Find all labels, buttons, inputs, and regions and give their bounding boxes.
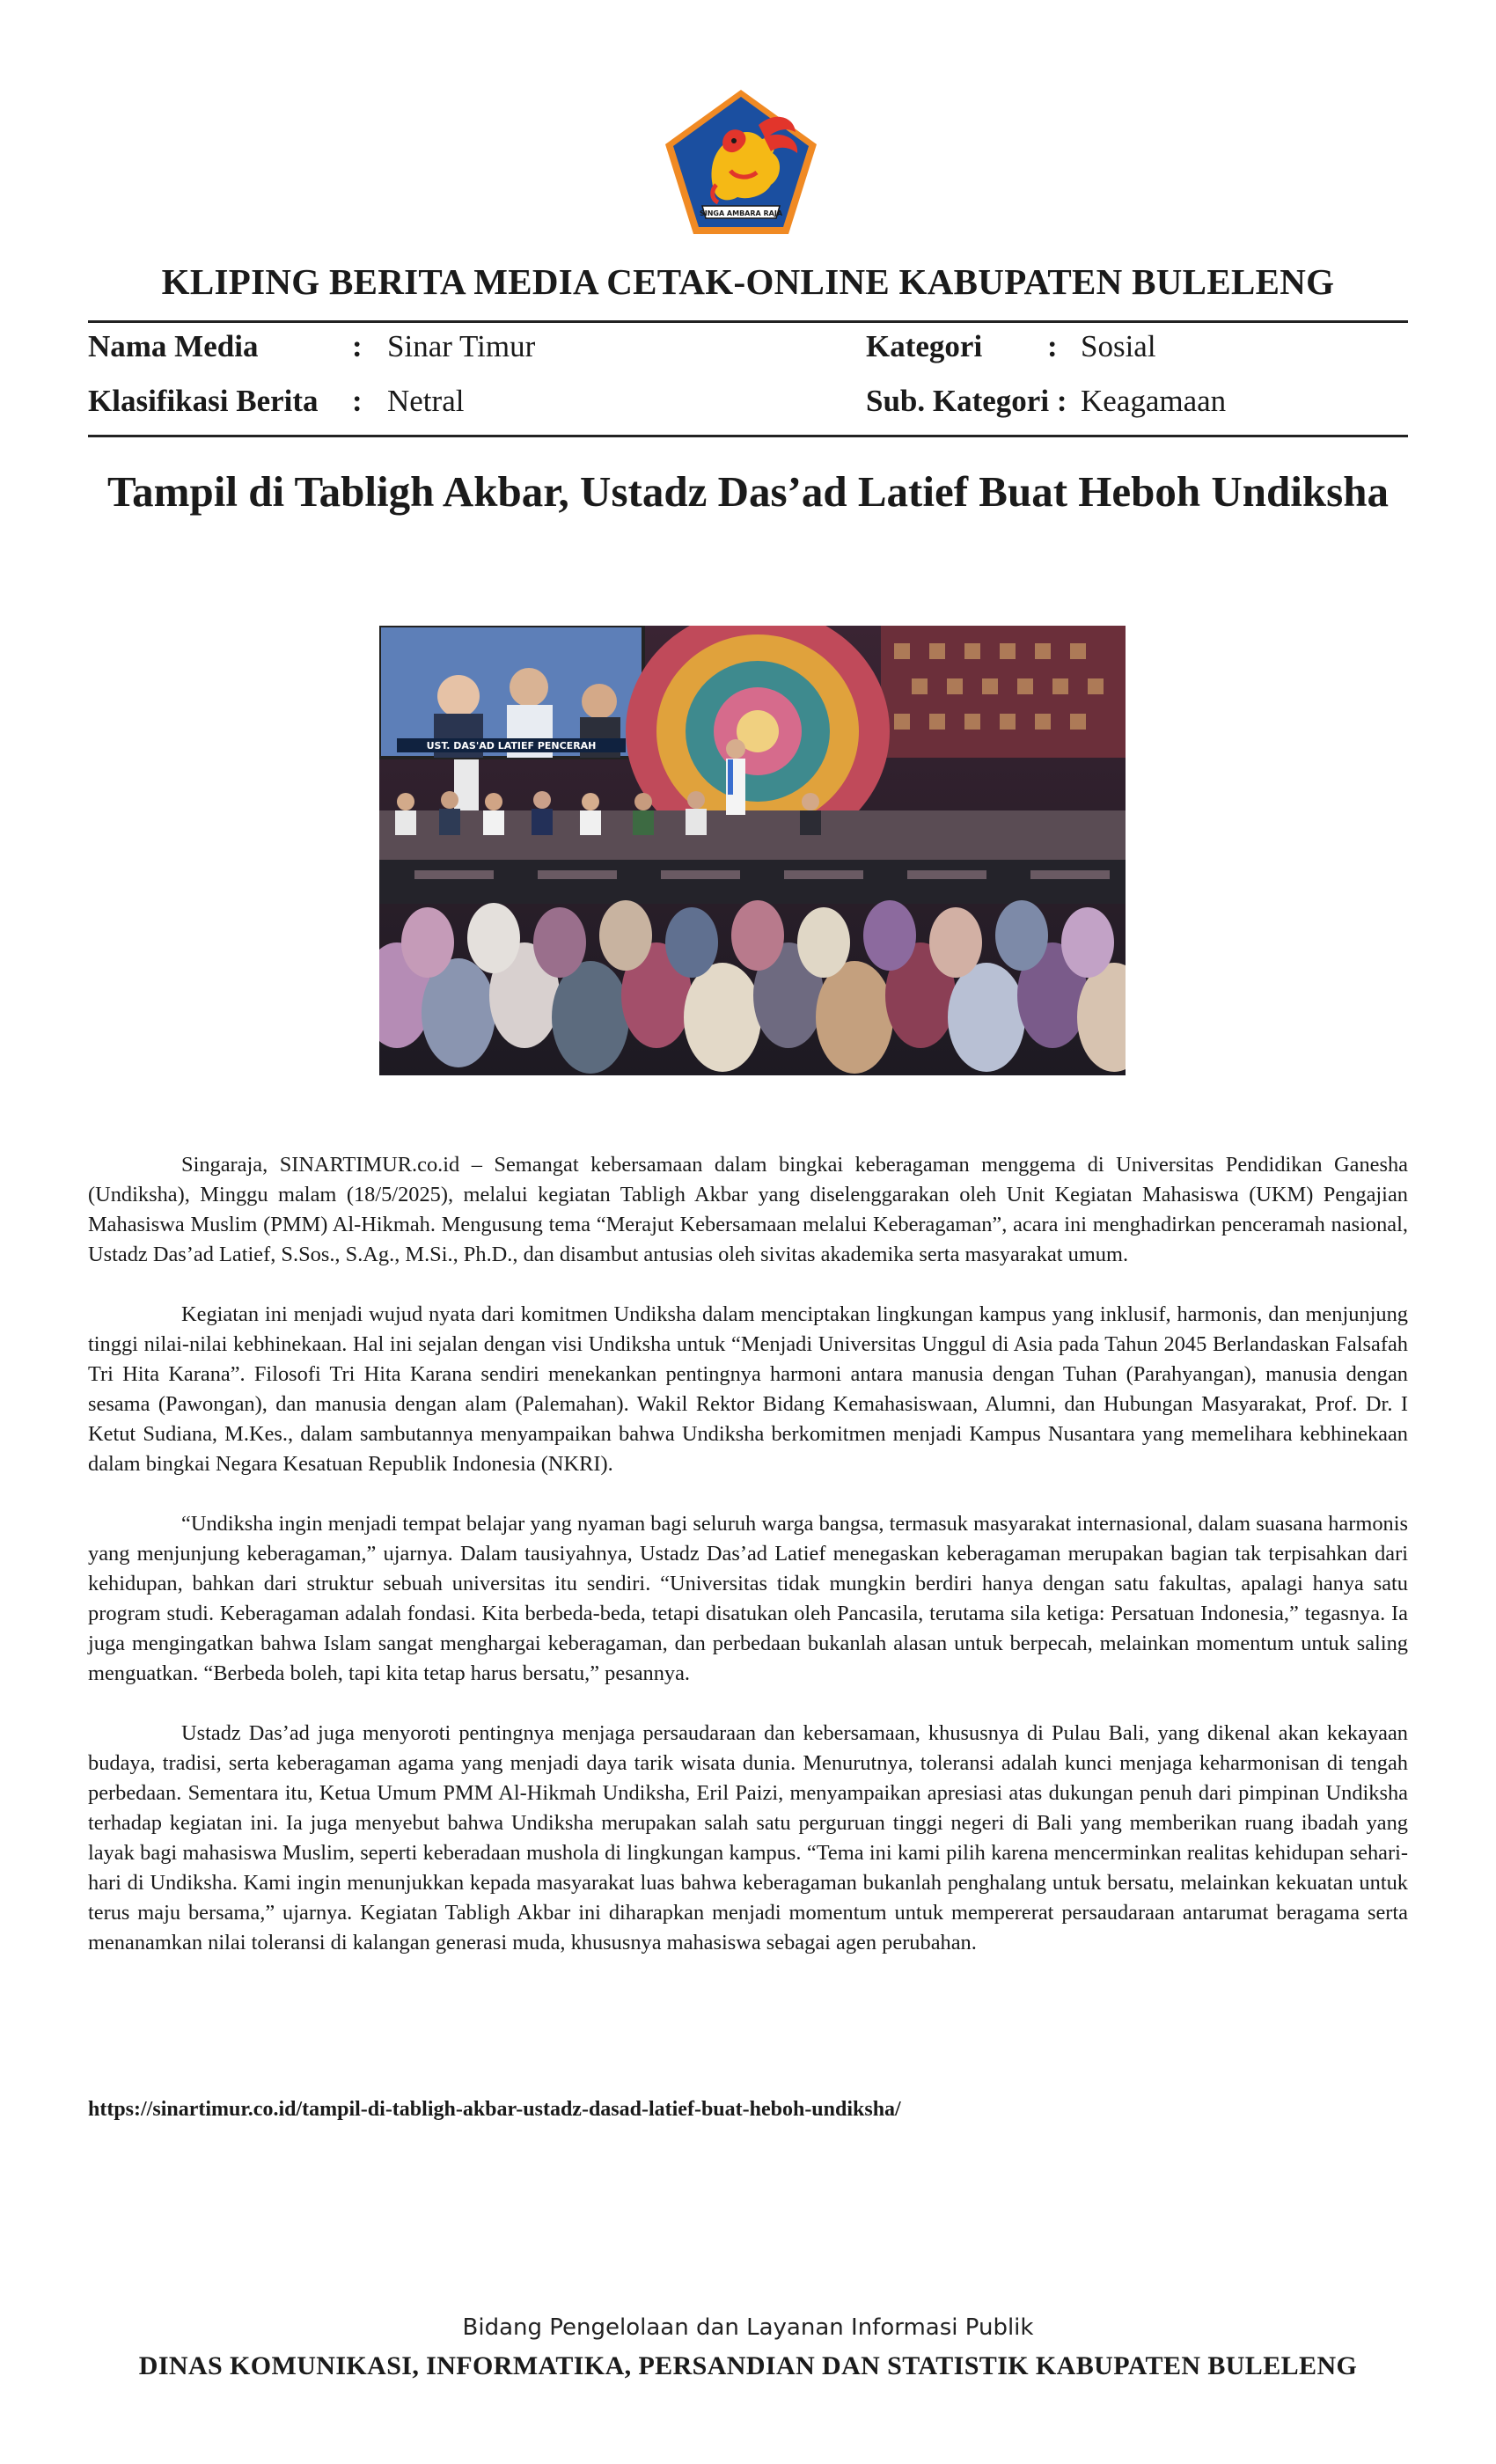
screen-banner-text: UST. DAS'AD LATIEF PENCERAH [426,740,597,752]
document-title: KLIPING BERITA MEDIA CETAK-ONLINE KABUPATEN BULELENG [161,261,1335,302]
header-divider-top [88,320,1408,323]
article-paragraph-4: Ustadz Das’ad juga menyoroti pentingnya menjaga persaudaraan dan kebersamaan, khususnya di Pulau Bali, yang dikenal akan kekayaan budaya, tradisi, serta keberagaman agama yang menjadi daya tarik wisata dunia. Menurutnya, toleransi adalah kunci menjaga keharmonisan di tengah perbedaan. Sementara itu, Ketua Umum PMM Al-Hikmah Undiksha, Eril Paizi, menyampaikan apresiasi atas dukungan penuh dari pimpinan Undiksha terhadap kegiatan ini. Ia juga menyebut bahwa Undiksha merupakan salah satu perguruan tinggi negeri di Bali yang memberikan ruang ibadah yang layak bagi mahasiswa Muslim, seperti keberadaan mushola di lingkungan kampus. “Tema ini kami pilih karena mencerminkan realitas kehidupan sehari-hari di Undiksha. Kami ingin menunjukkan kepada masyarakat luas bahwa keberagaman bukanlah penghalang untuk bersatu, melainkan kekuatan untuk terus maju bersama,” ujarnya. Kegiatan Tabligh Akbar ini diharapkan menjadi momentum untuk mempererat persaudaraan antarumat beragama serta menanamkan nilai toleransi di kalangan generasi muda, khususnya mahasiswa sebagai agen perubahan. [88,1721,1408,1954]
article-paragraph-3: “Undiksha ingin menjadi tempat belajar yang nyaman bagi seluruh warga bangsa, termasuk masyarakat internasional, dalam suasana harmonis yang menjunjung keberagaman,” ujarnya. Dalam tausiyahnya, Ustadz Das’ad Latief menegaskan keberagaman merupakan bagian tak terpisahkan dari kehidupan, bahkan dari struktur sebuah universitas itu sendiri. “Universitas tidak mungkin berdiri hanya dengan satu fakultas, apalagi hanya satu program studi. Keberagaman adalah fondasi. Kita berbeda-beda, tetapi disatukan oleh Pancasila, terutama sila ketiga: Persatuan Indonesia,” tegasnya. Ia juga mengingatkan bahwa Islam sangat menghargai keberagaman, dan perbedaan bukanlah alasan untuk berpecah, melainkan momentum untuk saling menguatkan. “Berbeda boleh, tapi kita tetap harus bersatu,” pesannya. [88,1512,1408,1685]
article-body [88,1150,1408,1988]
nama-media-value: Sinar Timur [387,329,536,363]
sub-kategori-value: Keagamaan [1081,384,1227,418]
klasifikasi-berita-colon: : [352,384,363,418]
kategori-colon: : [1047,329,1058,363]
footer-department: Bidang Pengelolaan dan Layanan Informasi Publik [462,2314,1034,2341]
nama-media-label: Nama Media [88,329,259,363]
logo-motto-text: SINGA AMBARA RAJA [699,209,783,217]
article-paragraph-1: Singaraja, SINARTIMUR.co.id – Semangat kebersamaan dalam bingkai keberagaman menggema di Universitas Pendidikan Ganesha (Undiksha), Minggu malam (18/5/2025), melalui kegiatan Tabligh Akbar yang diselenggarakan oleh Unit Kegiatan Mahasiswa (UKM) Pengajian Mahasiswa Muslim (PMM) Al-Hikmah. Mengusung tema “Merajut Kebersamaan melalui Keberagaman”, acara ini menghadirkan penceramah nasional, Ustadz Das’ad Latief, S.Sos., S.Ag., M.Si., Ph.D., dan disambut antusias oleh sivitas akademika serta masyarakat umum. [88,1153,1408,1266]
sub-kategori-label: Sub. Kategori : [866,384,1067,418]
footer-agency: DINAS KOMUNIKASI, INFORMATIKA, PERSANDIAN DAN STATISTIK KABUPATEN BULELENG [138,2351,1358,2380]
article-headline: Tampil di Tabligh Akbar, Ustadz Das’ad Latief Buat Heboh Undiksha [107,467,1389,516]
header-divider-bottom [88,435,1408,437]
buleleng-emblem-logo [662,86,820,238]
kategori-value: Sosial [1081,329,1156,363]
article-paragraph-2: Kegiatan ini menjadi wujud nyata dari komitmen Undiksha dalam menciptakan lingkungan kampus yang inklusif, harmonis, dan menjunjung tinggi nilai-nilai kebhinekaan. Hal ini sejalan dengan visi Undiksha untuk “Menjadi Universitas Unggul di Asia pada Tahun 2045 Berlandaskan Falsafah Tri Hita Karana”. Filosofi Tri Hita Karana sendiri menekankan pentingnya harmoni antara manusia dengan Tuhan (Parahyangan), manusia dengan sesama (Pawongan), dan manusia dengan alam (Palemahan). Wakil Rektor Bidang Kemahasiswaan, Alumni, dan Hubungan Masyarakat, Prof. Dr. I Ketut Sudiana, M.Kes., dalam sambutannya menyampaikan bahwa Undiksha berkomitmen menjadi Kampus Nusantara yang memelihara kebhinekaan dalam bingkai Negara Kesatuan Republik Indonesia (NKRI). [88,1302,1408,1476]
klasifikasi-berita-value: Netral [387,384,465,418]
klasifikasi-berita-label: Klasifikasi Berita [88,384,319,418]
source-url-link[interactable]: https://sinartimur.co.id/tampil-di-tabligh-akbar-ustadz-dasad-latief-buat-heboh-undiksha/ [88,2098,901,2121]
article-photo [379,626,1126,1075]
kategori-label: Kategori [866,329,983,363]
nama-media-colon: : [352,329,363,363]
event-photo-illustration [379,626,1126,1075]
